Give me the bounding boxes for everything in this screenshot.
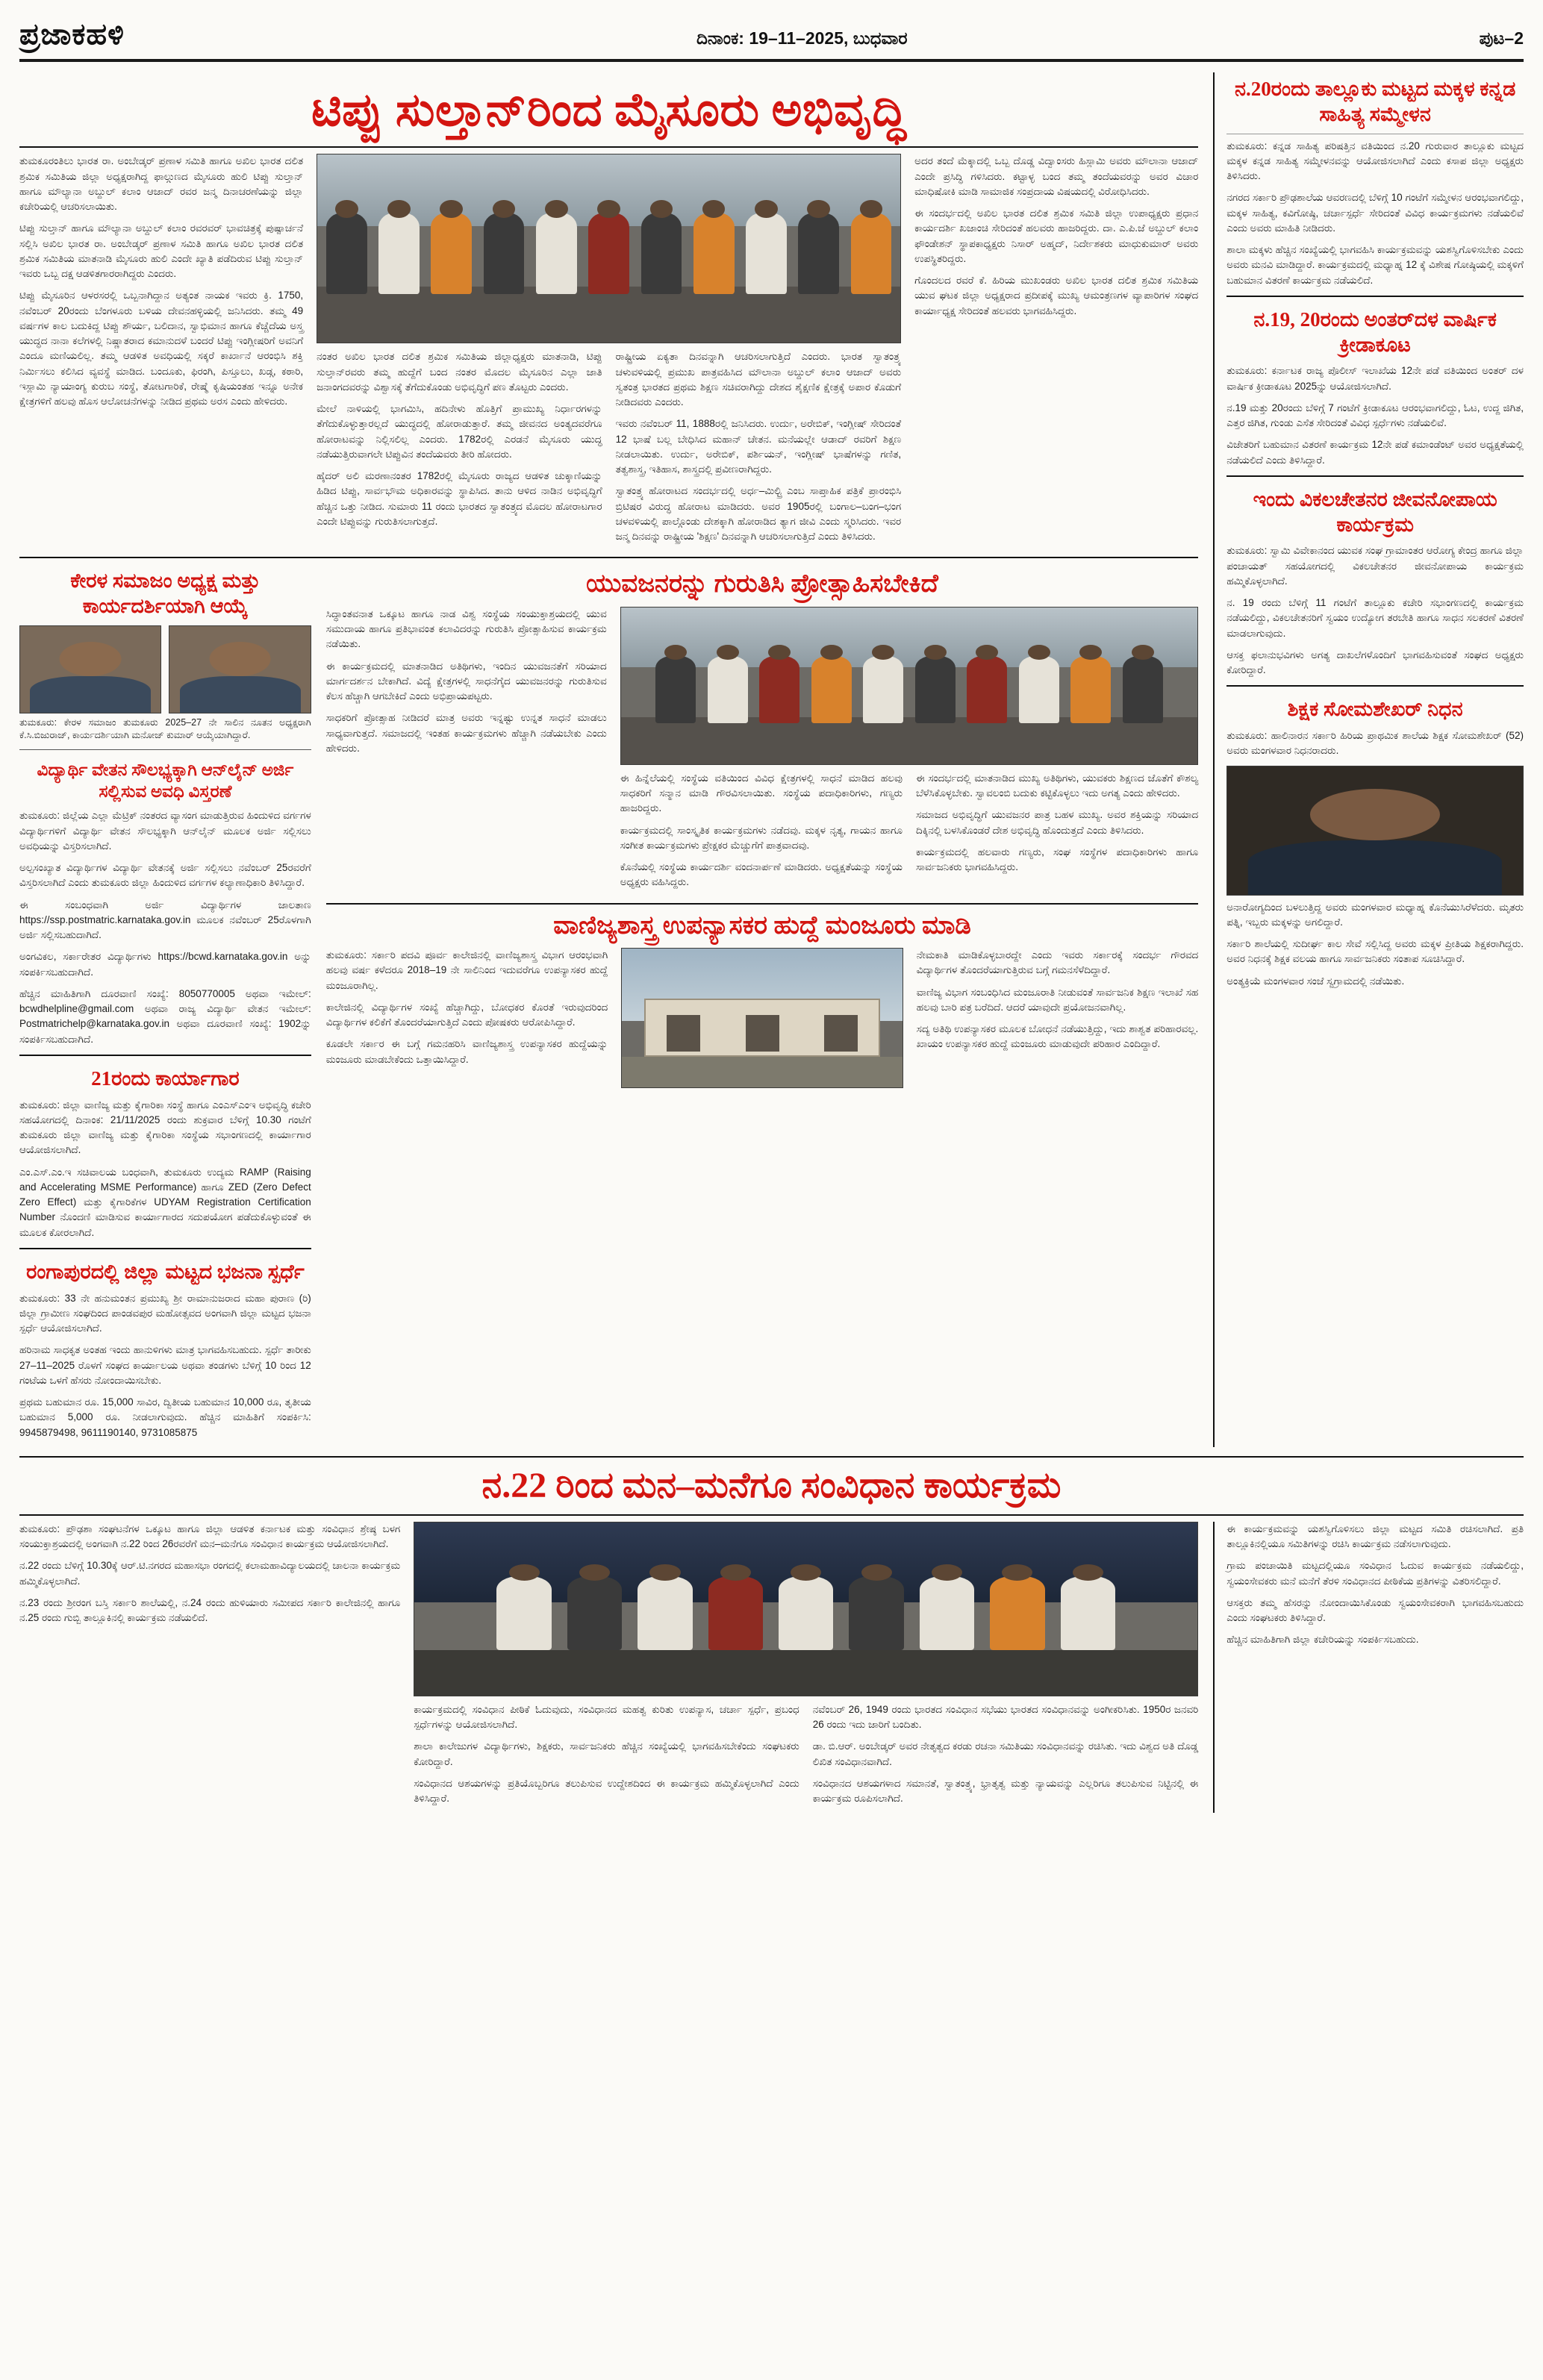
divider	[19, 557, 1198, 558]
issue-date: ದಿನಾಂಕ: 19–11–2025, ಬುಧವಾರ	[696, 28, 908, 48]
page-title: ಟಿಪ್ಪು ಸುಲ್ತಾನ್‌ರಿಂದ ಮೈಸೂರು ಅಭಿವೃದ್ಧಿ	[311, 85, 907, 136]
constitution-col-3: ನವೆಂಬರ್ 26, 1949 ರಂದು ಭಾರತದ ಸಂವಿಧಾನ ಸಭೆಯು ಭಾರತದ ಸಂವಿಧಾನವನ್ನು ಅಂಗೀಕರಿಸಿತು. 1950ರ ಜನವರಿ 26 ರಂದು ಇದು ಜಾರಿಗೆ ಬಂದಿತು. ಡಾ. ಬಿ.ಆರ್. ಅಂಬೇಡ್ಕರ್ ಅವರ ನೇತೃತ್ವದ ಕರಡು ರಚನಾ ಸಮಿತಿಯು ಸಂವಿಧಾನವನ್ನು ರಚಿಸಿತು. ಇದು ವಿಶ್ವದ ಅತಿ ದೊಡ್ಡ ಲಿಖಿತ ಸಂವಿಧಾನವಾಗಿದೆ. ಸಂವಿಧಾನದ ಆಶಯಗಳಾದ ಸಮಾನತೆ, ಸ್ವಾತಂತ್ರ್ಯ, ಭ್ರಾತೃತ್ವ ಮತ್ತು ನ್ಯಾಯವನ್ನು ಎಲ್ಲರಿಗೂ ತಲುಪಿಸುವ ನಿಟ್ಟಿನಲ್ಲಿ ಈ ಕಾರ್ಯಕ್ರಮ ರೂಪಿಸಲಾಗಿದೆ.	[812, 1703, 1199, 1805]
constitution-photo-col	[414, 1522, 1198, 1814]
lecturer-col-1: ತುಮಕೂರು: ಸರ್ಕಾರಿ ಪದವಿ ಪೂರ್ವ ಕಾಲೇಜಿನಲ್ಲಿ ವಾಣಿಜ್ಯಶಾಸ್ತ್ರ ವಿಭಾಗ ಆರಂಭವಾಗಿ ಹಲವು ವರ್ಷ ಕಳೆದರೂ 2018–19 ನೇ ಸಾಲಿನಿಂದ ಇದುವರೆಗೂ ಉಪನ್ಯಾಸಕರ ಹುದ್ದೆ ಮಂಜೂರಾಗಿಲ್ಲ. ಕಾಲೇಜಿನಲ್ಲಿ ವಿದ್ಯಾರ್ಥಿಗಳ ಸಂಖ್ಯೆ ಹೆಚ್ಚಾಗಿದ್ದು, ಬೋಧಕರ ಕೊರತೆ ಇರುವುದರಿಂದ ವಿದ್ಯಾರ್ಥಿಗಳ ಕಲಿಕೆಗೆ ತೊಂದರೆಯಾಗುತ್ತಿದೆ ಎಂದು ಪೋಷಕರು ಆರೋಪಿಸಿದ್ದಾರೆ. ಕೂಡಲೇ ಸರ್ಕಾರ ಈ ಬಗ್ಗೆ ಗಮನಹರಿಸಿ ವಾಣಿಜ್ಯಶಾಸ್ತ್ರ ಉಪನ್ಯಾಸಕರ ಹುದ್ದೆಯನ್ನು ಮಂಜೂರು ಮಾಡಬೇಕೆಂದು ಒತ್ತಾಯಿಸಿದ್ದಾರೆ.	[325, 949, 608, 1065]
ranga-heading: ರಂಗಾಪುರದಲ್ಲಿ ಜಿಲ್ಲಾ ಮಟ್ಟದ ಭಜನಾ ಸ್ಪರ್ಧೆ	[26, 1260, 305, 1283]
kerala-caption: ತುಮಕೂರು: ಕೇರಳ ಸಮಾಜಂ ತುಮಕೂರು 2025–27 ನೇ ಸಾಲಿನ ನೂತನ ಅಧ್ಯಕ್ಷರಾಗಿ ಕೆ.ಸಿ.ಬಿಜುರಾಜ್, ಕಾರ್ಯದರ್ಶಿಯಾಗಿ ಮನೋಜ್ ಕುಮಾರ್ ಆಯ್ಕೆಯಾಗಿದ್ದಾರೆ.	[19, 716, 311, 741]
kerala-story	[19, 569, 311, 743]
youth-photo	[620, 607, 1199, 765]
lead-col-1: ತುಮಕೂರಂತಿಲು ಭಾರತ ರಾ. ಅಂಬೇಡ್ಕರ್ ಪ್ರಣಾಳ ಸಮಿತಿ ಹಾಗೂ ಅಖಿಲ ಭಾರತ ದಲಿತ ಶ್ರಮಿಕ ಸಮಿತಿಯ ಜಿಲ್ಲಾ ಅಧ್ಯಕ್ಷರಾಗಿದ್ದ ಫಾಲ್ಗುಣ‌ದ ಮೈಸೂರು ಹುಲಿ ಟಿಪ್ಪು ಸುಲ್ತಾನ್ ಹಾಗೂ ಮೌಲ್ಯಾನಾ ಅಬ್ದುಲ್ ಕಲಾಂ ಆಜಾದ್ ರವರ ಜನ್ಮ ದಿನಾಚರಣೆಯನ್ನು ಜಿಲ್ಲಾ ಕಚೇರಿಯಲ್ಲಿ ಆಚರಿಸಲಾಯಿತು. ಟಿಪ್ಪು ಸುಲ್ತಾನ್ ಹಾಗೂ ಮೌಲ್ಯಾನಾ ಅಬ್ದುಲ್ ಕಲಾಂ ರವರವರ್ ಭಾವಚಿತ್ರಕ್ಕೆ ಪುಷ್ಪಾರ್ಚನೆ ಸಲ್ಲಿಸಿ ಅಖಿಲ ಭಾರತ ರಾ. ಅಂಬೇಡ್ಕರ್ ಪ್ರಣಾಳ ಸಮಿತಿ ಹಾಗೂ ಅಖಿಲ ಭಾರತ ದಲಿತ ಶ್ರಮಿಕ ಸಮಿತಿಯ ಮಾತನಾಡಿ ಮೈಸೂರು ಹುಲಿ ಎಂದೇ ಖ್ಯಾತಿ ಪಡೆದಿರುವ ಟಿಪ್ಪು ಸುಲ್ತಾನ್ ಇವರು ಒಬ್ಬ ದಕ್ಷ ಆಡಳಿತಗಾರರಾಗಿದ್ದರು ಎಂದರು. ಟಿಪ್ಪು ಮೈಸೂರಿನ ಆಳರಸರಲ್ಲಿ ಒಬ್ಬನಾಗಿದ್ದಾನ ಅತ್ಯಂತ ನಾಯಕ ಇವರು ಕ್ರಿ. 1750, ನವೆಂಬರ್ 20ರಂದು ಬೆಂಗಳೂರು ಬಳಿಯ ದೇವನಹಳ್ಳಿಯಲ್ಲಿ ಜನಿಸಿದರು. ತಮ್ಮ 49 ವರ್ಷಗಳ ಕಾಲ ಬದುಕಿದ್ದ ಟಿಪ್ಪು ಶೌರ್ಯ, ಬಲಿದಾನ, ಸ್ವಾಭಿಮಾನ ಹಾಗೂ ಕೆಚ್ಚೆದೆಯ ಅಸ್ತ್ರ ಯುದ್ಧದ ನಾನಾ ಕಲೆಗಳಲ್ಲಿ ನಿಷ್ಣಾತರಾದ ಕಮಾನುದಳೆ ಬಂದರೆ ಟಿಪ್ಪು ಇಂಗ್ಲೀಷರಿಗೆ ಅವನಿಗೆ ಎಂದೂ ಮಣಿಯಲಿಲ್ಲ. ತಮ್ಮ ಆಡಳಿತ ಅವಧಿಯಲ್ಲಿ ಸಕ್ಕರೆ ಕಾರ್ಖಾನೆ ಆರಂಭಿಸಿ ಶಕ್ತಿ ನಿರ್ಮಿಸಲು ಕಲಿಸಿದ ವ್ಯವಸ್ಥೆ ಮಾಡಿದ. ಬಂದೂಕು, ಫಿರಂಗಿ, ಪಿಸ್ತೂಲು, ಖಡ್ಗ, ಕಠಾರಿ, ಇಸ್ಲಾಮಿ ನ್ಯಾಯಾಂಗ್ಯ ಕುರುಬ ಸಂಸ್ಥೆ, ತೋಟಗಾರಿಕೆ, ರೇಷ್ಮೆ ಕೃಷಿಯಂತಹ ಇನ್ನೂ ಅನೇಕ ಕ್ಷೇತ್ರಗಳಿಗೆ ಹಲವು ಹೊಸ ಆಲೋಚನೆಗಳನ್ನು ನೀಡಿದ ಪ್ರಥಮ ಅರಸ ಎಂದು ಹೇಳಿದರು.	[19, 155, 304, 407]
lead-col-2: ನಂತರ ಅಖಿಲ ಭಾರತ ದಲಿತ ಶ್ರಮಿಕ ಸಮಿತಿಯ ಜಿಲ್ಲಾಧ್ಯಕ್ಷರು ಮಾತನಾಡಿ, ಟಿಪ್ಪು ಸುಲ್ತಾನ್‌ರವರು ತಮ್ಮ ಹುದ್ದೆಗೆ ಬಂದ ನಂತರ ಮೊದಲ ಮೈಸೂರಿನ ಎಲ್ಲಾ ಜಾತಿ ಜನಾಂಗದವರನ್ನು ವಿಶ್ವಾಸಕ್ಕೆ ತೆಗೆದುಕೊಂಡು ಅಭಿವೃದ್ಧಿಗೆ ಪಣ ತೊಟ್ಟರು ಎಂದರು. ಮೇಲೆ ನಾಳಿಯಲ್ಲಿ ಭಾಗಮಿಸಿ, ಹದಿನೇಳು ಹೊತ್ತಿಗೆ ಪ್ರಾಮುಖ್ಯ ನಿರ್ಧಾರಗಳನ್ನು ತೆಗೆದುಕೊಳ್ಳುತ್ತಾರಲ್ಲದೆ ಯುದ್ಧದಲ್ಲಿ ಹೋರಾಡುತ್ತಾರೆ. ತಮ್ಮ ಜೀವನದ ಅಂತ್ಯದವರೆಗೂ ಹೋರಾಟವನ್ನು ನಿಲ್ಲಿಸಲಿಲ್ಲ ಎಂದರು. 1782ರಲ್ಲಿ ಎರಡನೆ ಮೈಸೂರು ಯುದ್ಧ ನಡೆಯುತ್ತಿರುವಾಗಲೇ ಟಿಪ್ಪುವಿನ ತಂದೆಯವರು ತೀರಿ ಹೋದರು. ಹೈದರ್ ಅಲಿ ಮರಣಾನಂತರ 1782ರಲ್ಲಿ ಮೈಸೂರು ರಾಜ್ಯದ ಆಡಳಿತ ಚುಕ್ಕಾಣಿಯನ್ನು ಹಿಡಿದ ಟಿಪ್ಪು, ಸಾರ್ವಭೌಮ ಅಧಿಕಾರವನ್ನು ಸ್ಥಾಪಿಸಿದ. ತಾನು ಆಳಿದ ನಾಡಿನ ಅಭಿವೃದ್ಧಿಗೆ ಹೆಚ್ಚಿನ ಒತ್ತು ನೀಡಿದ. ಸುಮಾರು 11 ರಂದು ಭಾರತದ ಸ್ವಾತಂತ್ರ್ಯದ ಮೊದಲ ಹೋರಾಟಗಾರ ಎಂದೇ ಟಿಪ್ಪುವನ್ನು ಗುರುತಿಸಲಾಗುತ್ತದೆ.	[317, 351, 602, 527]
right-second-story: ನ.19, 20ರಂದು ಅಂತರ್‌ದಳ ವಾರ್ಷಿಕ ಕ್ರೀಡಾಕೂಟ ತುಮಕೂರು: ಕರ್ನಾಟಕ ರಾಜ್ಯ ಪೊಲೀಸ್ ಇಲಾಖೆಯ 12ನೇ ಪಡೆ ವತಿಯಿಂದ ಅಂತರ್ ದಳ ವಾರ್ಷಿಕ ಕ್ರೀಡಾಕೂಟ 2025ನ್ನು ಆಯೋಜಿಸಲಾಗಿದೆ. ನ.19 ಮತ್ತು 20ರಂದು ಬೆಳಿಗ್ಗೆ 7 ಗಂಟೆಗೆ ಕ್ರೀಡಾಕೂಟ ಆರಂಭವಾಗಲಿದ್ದು, ಓಟ, ಉದ್ದ ಜಿಗಿತ, ಎತ್ತರ ಜಿಗಿತ, ಗುಂಡು ಎಸೆತ ಸೇರಿದಂತೆ ವಿವಿಧ ಸ್ಪರ್ಧೆಗಳು ನಡೆಯಲಿವೆ. ವಿಜೇತರಿಗೆ ಬಹುಮಾನ ವಿತರಣೆ ಕಾರ್ಯಕ್ರಮ 12ನೇ ಪಡೆ ಕಮಾಂಡೆಂಟ್ ಅವರ ಅಧ್ಯಕ್ಷತೆಯಲ್ಲಿ ನಡೆಯಲಿದೆ ಎಂದು ತಿಳಿಸಿದ್ದಾರೆ.	[1226, 296, 1524, 468]
right-third-story: ಇಂದು ವಿಕಲಚೇತನರ ಜೀವನೋಪಾಯ ಕಾರ್ಯಕ್ರಮ ತುಮಕೂರು: ಸ್ವಾಮಿ ವಿವೇಕಾನಂದ ಯುವಕ ಸಂಘ ಗ್ರಾಮಾಂತರ ಆರೋಗ್ಯ ಕೇಂದ್ರ ಹಾಗೂ ಜಿಲ್ಲಾ ಪಂಚಾಯತ್ ಸಹಯೋಗದಲ್ಲಿ ವಿಕಲಚೇತನರ ಜೀವನೋಪಾಯ ಕಾರ್ಯಕ್ರಮ ಹಮ್ಮಿಕೊಳ್ಳಲಾಗಿದೆ. ನ. 19 ರಂದು ಬೆಳಿಗ್ಗೆ 11 ಗಂಟೆಗೆ ತಾಲ್ಲೂಕು ಕಚೇರಿ ಸಭಾಂಗಣದಲ್ಲಿ ಕಾರ್ಯಕ್ರಮ ನಡೆಯಲಿದ್ದು, ವಿಕಲಚೇತನರಿಗೆ ಸ್ವಯಂ ಉದ್ಯೋಗ ತರಬೇತಿ ಹಾಗೂ ಸಾಧನ ಸಲಕರಣೆ ವಿತರಣೆ ಮಾಡಲಾಗುವುದು. ಆಸಕ್ತ ಫಲಾನುಭವಿಗಳು ಅಗತ್ಯ ದಾಖಲೆಗಳೊಂದಿಗೆ ಭಾಗವಹಿಸುವಂತೆ ಸಂಘದ ಅಧ್ಯಕ್ಷರು ಕೋರಿದ್ದಾರೆ.	[1226, 475, 1524, 678]
lead-story	[19, 154, 1198, 551]
divider	[326, 903, 1198, 905]
lead-photo	[317, 154, 901, 343]
portrait-secretary	[169, 625, 311, 713]
youth-heading: ಯುವಜನರನ್ನು ಗುರುತಿಸಿ ಪ್ರೋತ್ಸಾಹಿಸಬೇಕಿದೆ	[586, 570, 938, 599]
youth-col-2: ಈ ಹಿನ್ನೆಲೆಯಲ್ಲಿ ಸಂಸ್ಥೆಯ ವತಿಯಿಂದ ವಿವಿಧ ಕ್ಷೇತ್ರಗಳಲ್ಲಿ ಸಾಧನೆ ಮಾಡಿದ ಹಲವು ಸಾಧಕರಿಗೆ ಸನ್ಮಾನ ಮಾಡಿ ಗೌರವಿಸಲಾಯಿತು. ಸಂಸ್ಥೆಯ ಪದಾಧಿಕಾರಿಗಳು, ಗಣ್ಯರು ಹಾಜರಿದ್ದರು. ಕಾರ್ಯಕ್ರಮದಲ್ಲಿ ಸಾಂಸ್ಕೃತಿಕ ಕಾರ್ಯಕ್ರಮಗಳು ನಡೆದವು. ಮಕ್ಕಳ ನೃತ್ಯ, ಗಾಯನ ಹಾಗೂ ಸಂಗೀತ ಕಾರ್ಯಕ್ರಮಗಳು ಪ್ರೇಕ್ಷಕರ ಮೆಚ್ಚುಗೆಗೆ ಪಾತ್ರವಾದವು. ಕೊನೆಯಲ್ಲಿ ಸಂಸ್ಥೆಯ ಕಾರ್ಯದರ್ಶಿ ವಂದನಾರ್ಪಣೆ ಮಾಡಿದರು. ಅಧ್ಯಕ್ಷತೆಯನ್ನು ಸಂಸ್ಥೆಯ ಅಧ್ಯಕ್ಷರು ವಹಿಸಿದ್ದರು.	[620, 772, 903, 888]
ranga-story: ರಂಗಾಪುರದಲ್ಲಿ ಜಿಲ್ಲಾ ಮಟ್ಟದ ಭಜನಾ ಸ್ಪರ್ಧೆ ತುಮಕೂರು: 33 ನೇ ಹನುಮಂತನ ಪ್ರಮುಖ್ಯ ಶ್ರೀ ರಾಮಾನುಜರಾದ ಮಹಾ ಪುರಾಣ (ರಿ) ಜಿಲ್ಲಾ ಗ್ರಾಮೀಣ ಸಂಘದಿಂದ ಪಾಂಡವಪುರ ಮಹೋತ್ಸವದ ಅಂಗವಾಗಿ ಜಿಲ್ಲಾ ಮಟ್ಟದ ಭಜನಾ ಸ್ಪರ್ಧೆ ಆಯೋಜಿಸಲಾಗಿದೆ. ಹರಿನಾಮ ಸಾಧಕೃತ ಅಂತಹ ಇಂದು ಹಾನುಳಿಗಳು ಮಾತ್ರ ಭಾಗವಹಿಸಬಹುದು. ಸ್ಪರ್ಧೆ ತಾರೀಕು 27–11–2025 ರೊಳಗೆ ಸಂಘದ ಕಾರ್ಯಾಲಯ ಅಥವಾ ತಂಡಗಳು ಬೆಳಿಗ್ಗೆ 10 ರಿಂದ 12 ಗಂಟೆಯ ಒಳಗೆ ಹೆಸರು ನೋಂದಾಯಿಸಬೇಕು. ಪ್ರಥಮ ಬಹುಮಾನ ರೂ. 15,000 ಸಾವಿರ, ದ್ವಿತೀಯ ಬಹುಮಾನ 10,000 ರೂ, ತೃತೀಯ ಬಹುಮಾನ 5,000 ರೂ. ನೀಡಲಾಗುವುದು. ಹೆಚ್ಚಿನ ಮಾಹಿತಿಗೆ ಸಂಪರ್ಕಿಸಿ: 9945879498, 9611190140, 9731085875	[19, 1248, 311, 1440]
constitution-story	[19, 1522, 1198, 1814]
constitution-col-2: ಕಾರ್ಯಕ್ರಮದಲ್ಲಿ ಸಂವಿಧಾನ ಪೀಠಿಕೆ ಓದುವುದು, ಸಂವಿಧಾನದ ಮಹತ್ವ ಕುರಿತು ಉಪನ್ಯಾಸ, ಚರ್ಚಾ ಸ್ಪರ್ಧೆ, ಪ್ರಬಂಧ ಸ್ಪರ್ಧೆಗಳನ್ನು ಆಯೋಜಿಸಲಾಗಿದೆ. ಶಾಲಾ ಕಾಲೇಜುಗಳ ವಿದ್ಯಾರ್ಥಿಗಳು, ಶಿಕ್ಷಕರು, ಸಾರ್ವಜನಿಕರು ಹೆಚ್ಚಿನ ಸಂಖ್ಯೆಯಲ್ಲಿ ಭಾಗವಹಿಸಬೇಕೆಂದು ಸಂಘಟಕರು ಕೋರಿದ್ದಾರೆ. ಸಂವಿಧಾನದ ಆಶಯಗಳನ್ನು ಪ್ರತಿಯೊಬ್ಬರಿಗೂ ತಲುಪಿಸುವ ಉದ್ದೇಶದಿಂದ ಈ ಕಾರ್ಯಕ್ರಮ ಹಮ್ಮಿಕೊಳ್ಳಲಾಗಿದೆ ಎಂದು ತಿಳಿಸಿದ್ದಾರೆ.	[414, 1703, 799, 1805]
workshop-story: 21ರಂದು ಕಾರ್ಯಾಗಾರ ತುಮಕೂರು: ಜಿಲ್ಲಾ ವಾಣಿಜ್ಯ ಮತ್ತು ಕೈಗಾರಿಕಾ ಸಂಸ್ಥೆ ಹಾಗೂ ಎಂಎಸ್ಎಂಇ ಅಭಿವೃದ್ಧಿ ಕಚೇರಿ ಸಹಯೋಗದಲ್ಲಿ ದಿನಾಂಕ: 21/11/2025 ರಂದು ಶುಕ್ರವಾರ ಬೆಳಿಗ್ಗೆ 10.30 ಗಂಟೆಗೆ ತುಮಕೂರು ಜಿಲ್ಲಾ ವಾಣಿಜ್ಯ ಮತ್ತು ಕೈಗಾರಿಕಾ ಸಂಸ್ಥೆಯ ಸಭಾಂಗಣದಲ್ಲಿ ಕಾರ್ಯಾಗಾರ ಆಯೋಜಿಸಲಾಗಿದೆ. ಎಂ.ಎಸ್.ಎಂ.ಇ ಸಚಿವಾಲಯ ಬಂಧವಾಗಿ, ತುಮಕೂರು ಉದ್ಯಮ RAMP (Raising and Accelerating MSME Performance) ಹಾಗೂ ZED (Zero Defect Zero Effect) ಮತ್ತು ಕೈಗಾರಿಕೆಗಳ UDYAM Registration Certification Number ನೊಂದಣಿ ಮಾಡಿಸುವ ಕಾರ್ಯಾಗಾರದ ಸದುಪಯೋಗ ಪಡೆದುಕೊಳ್ಳುವಂತೆ ಈ ಮೂಲಕ ಕೋರಲಾಗಿದೆ.	[19, 1055, 311, 1240]
right-top-heading: ನ.20ರಂದು ತಾಲ್ಲೂಕು ಮಟ್ಟದ ಮಕ್ಕಳ ಕನ್ನಡ ಸಾಹಿತ್ಯ ಸಮ್ಮೇಳನ	[1234, 78, 1516, 125]
lead-col-3: ರಾಷ್ಟ್ರೀಯ ಏಕ್ಯತಾ ದಿನವನ್ನಾಗಿ ಆಚರಿಸಲಾಗುತ್ತಿದೆ ಎಂದರು. ಭಾರತ ಸ್ವಾತಂತ್ರ್ಯ ಚಳುವಳಿಯಲ್ಲಿ ಪ್ರಮುಖ ಪಾತ್ರವಹಿಸಿದ ಮೌಲಾನಾ ಅಬ್ದುಲ್ ಕಲಾಂ ಆಜಾದ್ ಅವರು ಸ್ವತಂತ್ರ ಭಾರತದ ಪ್ರಥಮ ಶಿಕ್ಷಣ ಸಚಿವರಾಗಿದ್ದು ದೇಶದ ಶೈಕ್ಷಣಿಕ ಕ್ಷೇತ್ರಕ್ಕೆ ಅಪಾರ ಕೊಡುಗೆ ನೀಡಿದವರು ಎಂದರು. ಇವರು ನವೆಂಬರ್ 11, 1888ರಲ್ಲಿ ಜನಿಸಿದರು. ಉರ್ದು, ಅರೇಬಿಕ್, ಇಂಗ್ಲೀಷ್ ಸೇರಿದಂತೆ 12 ಭಾಷೆ ಬಲ್ಲ ಬೇಧಿಸಿದ ಮಹಾನ್ ಚೇತನ. ಮನೆಯಲ್ಲೇ ಆಡಾದ್ ರವರಿಗೆ ಶಿಕ್ಷಣ ನೀಡಲಾಯಿತು. ಉರ್ದು, ಅರೇಬಿಕ್, ಪರ್ಶಿಯನ್, ಇಂಗ್ಲೀಷ್ ಭಾಷೆಗಳನ್ನು ಗಣಿತ, ತತ್ವಶಾಸ್ತ್ರ, ಇತಿಹಾಸ, ಶಾಸ್ತ್ರದಲ್ಲಿ ಪ್ರವೀಣರಾಗಿದ್ದರು. ಸ್ವಾತಂತ್ರ್ಯ ಹೋರಾಟದ ಸಂದರ್ಭದಲ್ಲಿ ಅರ್ಧ–ಮಿಲ್ಟ್ರಿ ಎಂಬ ಸಾಪ್ತಾಹಿಕ ಪತ್ರಿಕೆ ಪ್ರಾರಂಭಿಸಿ ಬ್ರಿಟಿಷರ ವಿರುದ್ಧ ಹೋರಾಟ ಮಾಡಿದರು. ಅವರ 1905ರಲ್ಲಿ ಬಂಗಾಲ–ಬಂಗ–ಭಂಗ ಚಳವಳಿಯಲ್ಲಿ ಪಾಲ್ಗೊಂಡು ದೇಶಕ್ಕಾಗಿ ಹೋರಾಡಿದ ತ್ಯಾಗ ಜೀವಿ ಎಂದು ಸ್ಮರಿಸಿದರು. ಇವರ ಜನ್ಮ ದಿನವನ್ನು ರಾಷ್ಟ್ರೀಯ 'ಶಿಕ್ಷಣ' ದಿನವನ್ನಾಗಿ ಆಚರಿಸಲಾಗುತ್ತಿದೆ ಎಂದು ತಿಳಿಸಿದರು.	[615, 351, 902, 543]
lecturer-col-2: ನೇಮಕಾತಿ ಮಾಡಿಕೊಳ್ಳಬಾರದ್ದೇ ಎಂದು ಇವರು ಸರ್ಕಾರಕ್ಕೆ ಸಂದರ್ಭ ಗೌರವದ ವಿದ್ಯಾರ್ಥಿಗಳ ತೊಂದರೆಯಾಗುತ್ತಿರುವ ಬಗ್ಗೆ ಗಮನಸೆಳೆದಿದ್ದಾರೆ. ವಾಣಿಜ್ಯ ವಿಭಾಗ ಸಂಬಂಧಿಸಿದ ಮಂಜೂರಾತಿ ನೀಡುವಂತೆ ಸಾರ್ವಜನಿಕ ಶಿಕ್ಷಣ ಇಲಾಖೆ ಸಹ ಹಲವು ಬಾರಿ ಪತ್ರ ಬರೆದಿದೆ. ಆದರೆ ಯಾವುದೇ ಪ್ರಯೋಜನವಾಗಿಲ್ಲ. ಸದ್ಯ ಅತಿಥಿ ಉಪನ್ಯಾಸಕರ ಮೂಲಕ ಬೋಧನೆ ನಡೆಯುತ್ತಿದ್ದು, ಇದು ಶಾಶ್ವತ ಪರಿಹಾರವಲ್ಲ. ಖಾಯಂ ಉಪನ್ಯಾಸಕರ ಹುದ್ದೆ ಮಂಜೂರು ಮಾಡುವುದೇ ಪರಿಹಾರ ಎಂದಿದ್ದಾರೆ.	[916, 949, 1199, 1050]
youth-story	[326, 569, 1198, 896]
constitution-right-col: ಈ ಕಾರ್ಯಕ್ರಮವನ್ನು ಯಶಸ್ವಿಗೊಳಿಸಲು ಜಿಲ್ಲಾ ಮಟ್ಟದ ಸಮಿತಿ ರಚಿಸಲಾಗಿದೆ. ಪ್ರತಿ ತಾಲ್ಲೂಕಿನಲ್ಲಿಯೂ ಸಮಿತಿಗಳನ್ನು ರಚಿಸಿ ಕಾರ್ಯಕ್ರಮ ನಡೆಸಲಾಗುವುದು. ಗ್ರಾಮ ಪಂಚಾಯಿತಿ ಮಟ್ಟದಲ್ಲಿಯೂ ಸಂವಿಧಾನ ಓದುವ ಕಾರ್ಯಕ್ರಮ ನಡೆಯಲಿದ್ದು, ಸ್ವಯಂಸೇವಕರು ಮನೆ ಮನೆಗೆ ತೆರಳಿ ಸಂವಿಧಾನದ ಪೀಠಿಕೆಯ ಪ್ರತಿಗಳನ್ನು ವಿತರಿಸಲಿದ್ದಾರೆ. ಆಸಕ್ತರು ತಮ್ಮ ಹೆಸರನ್ನು ನೋಂದಾಯಿಸಿಕೊಂಡು ಸ್ವಯಂಸೇವಕರಾಗಿ ಭಾಗವಹಿಸಬಹುದು ಎಂದು ಸಂಘಟಕರು ತಿಳಿಸಿದ್ದಾರೆ. ಹೆಚ್ಚಿನ ಮಾಹಿತಿಗಾಗಿ ಜಿಲ್ಲಾ ಕಚೇರಿಯನ್ನು ಸಂಪರ್ಕಿಸಬಹುದು.	[1213, 1522, 1524, 1814]
obituary-heading: ಶಿಕ್ಷಕ ಸೋಮಶೇಖರ್ ನಿಧನ	[1287, 698, 1463, 721]
portrait-president	[19, 625, 161, 713]
kerala-heading: ಕೇರಳ ಸಮಾಜಂ ಅಧ್ಯಕ್ಷ ಮತ್ತು ಕಾರ್ಯದರ್ಶಿಯಾಗಿ ಆಯ್ಕೆ	[70, 569, 261, 618]
youth-photo-col	[620, 607, 1199, 897]
school-building-photo	[621, 948, 903, 1088]
divider	[19, 1514, 1524, 1516]
youth-col-3: ಈ ಸಂದರ್ಭದಲ್ಲಿ ಮಾತನಾಡಿದ ಮುಖ್ಯ ಅತಿಥಿಗಳು, ಯುವಕರು ಶಿಕ್ಷಣದ ಜೊತೆಗೆ ಕೌಶಲ್ಯ ಬೆಳೆಸಿಕೊಳ್ಳಬೇಕು. ಸ್ವಾವಲಂಬಿ ಬದುಕು ಕಟ್ಟಿಕೊಳ್ಳಲು ಇದು ಅಗತ್ಯ ಎಂದು ಹೇಳಿದರು. ಸಮಾಜದ ಅಭಿವೃದ್ಧಿಗೆ ಯುವಜನರ ಪಾತ್ರ ಬಹಳ ಮುಖ್ಯ. ಅವರ ಶಕ್ತಿಯನ್ನು ಸರಿಯಾದ ದಿಕ್ಕಿನಲ್ಲಿ ಬಳಸಿಕೊಂಡರೆ ದೇಶ ಅಭಿವೃದ್ಧಿ ಹೊಂದುತ್ತದೆ ಎಂದು ತಿಳಿಸಿದರು. ಕಾರ್ಯಕ್ರಮದಲ್ಲಿ ಹಲವಾರು ಗಣ್ಯರು, ಸಂಘ ಸಂಸ್ಥೆಗಳ ಪದಾಧಿಕಾರಿಗಳು ಹಾಗೂ ಸಾರ್ವಜನಿಕರು ಭಾಗವಹಿಸಿದ್ದರು.	[916, 772, 1199, 873]
masthead	[19, 16, 1524, 62]
scholarship-heading: ವಿದ್ಯಾರ್ಥಿ ವೇತನ ಸೌಲಭ್ಯಕ್ಕಾಗಿ ಆನ್‌ಲೈನ್ ಅರ್ಜಿ ಸಲ್ಲಿಸುವ ಅವಧಿ ವಿಸ್ತರಣೆ	[37, 760, 294, 801]
youth-col-1: ಸಿದ್ಧಾಂತವನಾತ ಒಕ್ಕೂಟ ಹಾಗೂ ನಾಡ ವಿಶ್ವ ಸಂಸ್ಥೆಯ ಸಂಯುಕ್ತಾಶ್ರಯದಲ್ಲಿ ಯುವ ಸಮುದಾಯ ಹಾಗೂ ಪ್ರತಿಭಾವಂತ ಕಲಾವಿದರನ್ನು ಗುರುತಿಸಿ ಪ್ರೋತ್ಸಾಹಿಸುವ ಕಾರ್ಯಕ್ರಮ ನಡೆಯಿತು. ಈ ಕಾರ್ಯಕ್ರಮದಲ್ಲಿ ಮಾತನಾಡಿದ ಅತಿಥಿಗಳು, ಇಂದಿನ ಯುವಜನತೆಗೆ ಸರಿಯಾದ ಮಾರ್ಗದರ್ಶನ ಬೇಕಾಗಿದೆ. ವಿದ್ಯೆ ಕ್ಷೇತ್ರಗಳಲ್ಲಿ ಸಾಧನೆಗೈದ ಯುವಜನರನ್ನು ಗುರುತಿಸುವ ಕೆಲಸ ಹೆಚ್ಚಾಗಿ ಆಗಬೇಕಿದೆ ಎಂದು ಅಭಿಪ್ರಾಯಪಟ್ಟರು. ಸಾಧಕರಿಗೆ ಪ್ರೋತ್ಸಾಹ ನೀಡಿದರೆ ಮಾತ್ರ ಅವರು ಇನ್ನಷ್ಟು ಉನ್ನತ ಸಾಧನೆ ಮಾಡಲು ಸಾಧ್ಯವಾಗುತ್ತದೆ. ಸಮಾಜದಲ್ಲಿ ಇಂತಹ ಕಾರ್ಯಕ್ರಮಗಳು ಹೆಚ್ಚಾಗಿ ನಡೆಯಬೇಕು ಎಂದು ಹೇಳಿದರು.	[325, 608, 607, 754]
obituary-portrait	[1226, 766, 1524, 896]
newspaper-title: ಪ್ರಜಾಕಹಳಿ	[19, 17, 125, 51]
obituary-story: ಶಿಕ್ಷಕ ಸೋಮಶೇಖರ್ ನಿಧನ ತುಮಕೂರು: ಹಾಲಿನಾರನ ಸರ್ಕಾರಿ ಹಿರಿಯ ಪ್ರಾಥಮಿಕ ಶಾಲೆಯ ಶಿಕ್ಷಕ ಸೋಮಶೇಖರ್ (52) ಅವರು ಮಂಗಳವಾರ ನಿಧನರಾದರು. ಅನಾರೋಗ್ಯದಿಂದ ಬಳಲುತ್ತಿದ್ದ ಅವರು ಮಂಗಳವಾರ ಮಧ್ಯಾಹ್ನ ಕೊನೆಯುಸಿರೆಳೆದರು. ಮೃತರು ಪತ್ನಿ, ಇಬ್ಬರು ಮಕ್ಕಳನ್ನು ಅಗಲಿದ್ದಾರೆ. ಸರ್ಕಾರಿ ಶಾಲೆಯಲ್ಲಿ ಸುದೀರ್ಘ ಕಾಲ ಸೇವೆ ಸಲ್ಲಿಸಿದ್ದ ಅವರು ಮಕ್ಕಳ ಪ್ರೀತಿಯ ಶಿಕ್ಷಕರಾಗಿದ್ದರು. ಅವರ ನಿಧನಕ್ಕೆ ಶಿಕ್ಷಕ ವಲಯ ಹಾಗೂ ಸಾರ್ವಜನಿಕರು ಸಂತಾಪ ಸೂಚಿಸಿದ್ದಾರೆ. ಅಂತ್ಯಕ್ರಿಯೆ ಮಂಗಳವಾರ ಸಂಜೆ ಸ್ವಗ್ರಾಮದಲ್ಲಿ ನಡೆಯಿತು.	[1226, 685, 1524, 989]
page-number: ಪುಟ–2	[1479, 28, 1524, 48]
right-top-story: ನ.20ರಂದು ತಾಲ್ಲೂಕು ಮಟ್ಟದ ಮಕ್ಕಳ ಕನ್ನಡ ಸಾಹಿತ್ಯ ಸಮ್ಮೇಳನ ತುಮಕೂರು: ಕನ್ನಡ ಸಾಹಿತ್ಯ ಪರಿಷತ್ತಿನ ವತಿಯಿಂದ ನ.20 ಗುರುವಾರ ತಾಲ್ಲೂಕು ಮಟ್ಟದ ಮಕ್ಕಳ ಕನ್ನಡ ಸಾಹಿತ್ಯ ಸಮ್ಮೇಳನವನ್ನು ಆಯೋಜಿಸಲಾಗಿದೆ ಎಂದು ಕಸಾಪ ಜಿಲ್ಲಾ ಅಧ್ಯಕ್ಷರು ತಿಳಿಸಿದರು. ನಗರದ ಸರ್ಕಾರಿ ಪ್ರೌಢಶಾಲೆಯ ಆವರಣದಲ್ಲಿ ಬೆಳಿಗ್ಗೆ 10 ಗಂಟೆಗೆ ಸಮ್ಮೇಳನ ಆರಂಭವಾಗಲಿದ್ದು, ಮಕ್ಕಳ ಸಾಹಿತ್ಯ, ಕವಿಗೋಷ್ಠಿ, ಚರ್ಚಾಸ್ಪರ್ಧೆ ಸೇರಿದಂತೆ ವಿವಿಧ ಕಾರ್ಯಕ್ರಮಗಳು ನಡೆಯಲಿವೆ ಎಂದು ಅವರು ಮಾಹಿತಿ ನೀಡಿದರು. ಶಾಲಾ ಮಕ್ಕಳು ಹೆಚ್ಚಿನ ಸಂಖ್ಯೆಯಲ್ಲಿ ಭಾಗವಹಿಸಿ ಕಾರ್ಯಕ್ರಮವನ್ನು ಯಶಸ್ವಿಗೊಳಿಸಬೇಕು ಎಂದು ಅವರು ಮನವಿ ಮಾಡಿದ್ದಾರೆ. ಕಾರ್ಯಕ್ರಮದಲ್ಲಿ ಮಧ್ಯಾಹ್ನ 12 ಕ್ಕೆ ವಿಶೇಷ ಗೋಷ್ಠಿಯಲ್ಲಿ ಮಕ್ಕಳಿಗೆ ಬಹುಮಾನ ವಿತರಣೆ ಕಾರ್ಯಕ್ರಮ ನಡೆಯಲಿದೆ.	[1226, 78, 1524, 286]
scholarship-story: ವಿದ್ಯಾರ್ಥಿ ವೇತನ ಸೌಲಭ್ಯಕ್ಕಾಗಿ ಆನ್‌ಲೈನ್ ಅರ್ಜಿ ಸಲ್ಲಿಸುವ ಅವಧಿ ವಿಸ್ತರಣೆ ತುಮಕೂರು: ಜಿಲ್ಲೆಯ ಎಲ್ಲಾ ಮೆಟ್ರಿಕ್ ನಂತರದ ವ್ಯಾಸಂಗ ಮಾಡುತ್ತಿರುವ ಹಿಂದುಳಿದ ವರ್ಗಗಳ ವಿದ್ಯಾರ್ಥಿಗಳಿಗೆ ವಿದ್ಯಾರ್ಥಿ ವೇತನ ಸೌಲಭ್ಯಕ್ಕಾಗಿ ಆನ್‌ಲೈನ್ ಮೂಲಕ ಅರ್ಜಿ ಸಲ್ಲಿಸಲು ಅವಧಿಯನ್ನು ವಿಸ್ತರಿಸಲಾಗಿದೆ. ಅಲ್ಪಸಂಖ್ಯಾತ ವಿದ್ಯಾರ್ಥಿಗಳ ವಿದ್ಯಾರ್ಥಿ ವೇತನಕ್ಕೆ ಅರ್ಜಿ ಸಲ್ಲಿಸಲು ನವೆಂಬರ್ 25ರವರೆಗೆ ವಿಸ್ತರಿಸಲಾಗಿದೆ ಎಂದು ತುಮಕೂರು ಜಿಲ್ಲಾ ಹಿಂದುಳಿದ ವರ್ಗಗಳ ಕಲ್ಯಾಣಾಧಿಕಾರಿ ತಿಳಿಸಿದ್ದಾರೆ. ಈ ಸಂಬಂಧವಾಗಿ ಅರ್ಜಿ ವಿದ್ಯಾರ್ಥಿಗಳ ಜಾಲತಾಣ https://ssp.postmatric.karnataka.gov.in ಮೂಲಕ ನವೆಂಬರ್ 25ರೊಳಗಾಗಿ ಅರ್ಜಿ ಸಲ್ಲಿಸಬಹುದಾಗಿದೆ. ಅಂಗವಿಕಲ, ಸರ್ಕಾರೇತರ ವಿದ್ಯಾರ್ಥಿಗಳು https://bcwd.karnataka.gov.in ಅನ್ನು ಸಂಪರ್ಕಿಸಬಹುದಾಗಿದೆ. ಹೆಚ್ಚಿನ ಮಾಹಿತಿಗಾಗಿ ದೂರವಾಣಿ ಸಂಖ್ಯೆ: 8050770005 ಅಥವಾ ಇಮೇಲ್: bcwdhelpline@gmail.com ಅಥವಾ ರಾಜ್ಯ ವಿದ್ಯಾರ್ಥಿ ವೇತನ ಇಮೇಲ್: Postmatrichelp@karnataka.gov.in ಅಥವಾ ದೂರವಾಣಿ ಸಂಖ್ಯೆ: 1902ನ್ನು ಸಂಪರ್ಕಿಸಬಹುದಾಗಿದೆ.	[19, 749, 311, 1047]
lecturer-heading: ವಾಣಿಜ್ಯಶಾಸ್ತ್ರ ಉಪನ್ಯಾಸಕರ ಹುದ್ದೆ ಮಂಜೂರು ಮಾಡಿ	[553, 911, 971, 940]
divider	[19, 1456, 1524, 1458]
right-second-heading: ನ.19, 20ರಂದು ಅಂತರ್‌ದಳ ವಾರ್ಷಿಕ ಕ್ರೀಡಾಕೂಟ	[1253, 307, 1497, 356]
lecturer-story	[326, 911, 1198, 1089]
right-third-heading: ಇಂದು ವಿಕಲಚೇತನರ ಜೀವನೋಪಾಯ ಕಾರ್ಯಕ್ರಮ	[1253, 487, 1497, 536]
constitution-heading: ನ.22 ರಿಂದ ಮನ–ಮನೆಗೂ ಸಂವಿಧಾನ ಕಾರ್ಯಕ್ರಮ	[481, 1465, 1062, 1505]
lead-col-2-3	[317, 154, 901, 551]
divider	[19, 146, 1198, 148]
lead-col-4: ಅದರ ತಂದೆ ಮೆಕ್ಕಾದಲ್ಲಿ ಒಬ್ಬ ದೊಡ್ಡ ವಿದ್ವಾಂಸರು ಹಿಸ್ಲಾಮಿ ಅವರು ಮೌಲಾನಾ ಆಜಾದ್ ಎಂದೇ ಪ್ರಸಿದ್ಧಿ ಗಳಿಸಿದರು. ಕಟ್ಟಾಳ್ಳ ಬಂದ ತಮ್ಮ ತಂದೆಯವರನ್ನು ಅವರ ವಿಚಾರ ಮಾಧಿಷೋಕಿ ಮಾಡಿ ಸಾಮಾಜಿಕ ಸಂಪ್ರದಾಯ ವಿಷಯದಲ್ಲಿ ವಿರೋಧಿಸಿದರು. ಈ ಸಂದರ್ಭದಲ್ಲಿ ಅಖಿಲ ಭಾರತ ದಲಿತ ಶ್ರಮಿಕ ಸಮಿತಿ ಜಿಲ್ಲಾ ಉಪಾಧ್ಯಕ್ಷರು ಪ್ರಧಾನ ಕಾರ್ಯದರ್ಶಿ ಖಜಾಂಚಿ ಸೇರಿದಂತೆ ಹಲವರು ಹಾಜರಿದ್ದರು. ದಾ. ಎ.ಪಿ.ಜೆ ಅಬ್ದುಲ್ ಕಲಾಂ ಫೌಂಡೇಶನ್ ಸ್ಥಾಪಕಾಧ್ಯಕ್ಷರು ನಿಸಾರ್ ಅಹ್ಮದ್, ನಿರ್ದೇಶಕರು ಮಾಧುಕುಮಾರ್ ಅವರು ಉಪಸ್ಥಿತರಿದ್ದರು. ಗೊಂದಲದ ರವರೆ ಕೆ. ಹಿರಿಯ ಮುಖಂಡರು ಅಖಿಲ ಭಾರತ ದಲಿತ ಶ್ರಮಿಕ ಸಮಿತಿಯ ಯುವ ಘಟಕ ಜಿಲ್ಲಾ ಅಧ್ಯಕ್ಷರಾದ ಪ್ರದೀಪಕ್ಕೆ ಮುಖ್ಯ ಆಮಂತ್ರಣಗಳ ವ್ಯಾಪಾರಿಗಳ ಸಂಘದ ಕಾರ್ಯಾಧ್ಯಕ್ಷ ಸೇರಿದಂತೆ ಹಲವರು ಭಾಗವಹಿಸಿದ್ದರು.	[914, 155, 1199, 316]
lecturer-photo-col	[621, 948, 903, 1088]
workshop-heading: 21ರಂದು ಕಾರ್ಯಾಗಾರ	[91, 1066, 240, 1090]
right-rail	[1213, 72, 1524, 1447]
constitution-photo	[414, 1522, 1198, 1696]
constitution-col-1: ತುಮಕೂರು: ಪ್ರೌಢಶಾ ಸಂಘಟನೆಗಳ ಒಕ್ಕೂಟ ಹಾಗೂ ಜಿಲ್ಲಾ ಆಡಳಿತ ಕರ್ನಾಟಕ ಮತ್ತು ಸಂವಿಧಾನ ಶ್ರೇಷ್ಠ ಬಳಗ ಸಂಯುಕ್ತಾಶ್ರಯದಲ್ಲಿ ಅಂಗವಾಗಿ ನ.22 ರಿಂದ 26ರವರೆಗೆ ಮನ–ಮನೆಗೂ ಸಂವಿಧಾನ ಕಾರ್ಯಕ್ರಮ ಆಯೋಜಿಸಲಾಗಿದೆ. ನ.22 ರಂದು ಬೆಳಿಗ್ಗೆ 10.30ಕ್ಕೆ ಆರ್.ಟಿ.ನಗರದ ಮಹಾಸಭಾ ರಂಗದಲ್ಲಿ ಕಲಾಮಹಾವಿದ್ಯಾಲಯದಲ್ಲಿ ಚಾಲನಾ ಕಾರ್ಯಕ್ರಮ ಹಮ್ಮಿಕೊಳ್ಳಲಾಗಿದೆ. ನ.23 ರಂದು ಶ್ರೀರಂಗ ಬಸ್ತಿ ಸರ್ಕಾರಿ ಶಾಲೆಯಲ್ಲಿ, ನ.24 ರಂದು ಹುಳಿಯಾರು ಸಮೀಪದ ಸರ್ಕಾರಿ ಕಾಲೇಜಿನಲ್ಲಿ ಹಾಗೂ ನ.25 ರಂದು ಗುಬ್ಬಿ ತಾಲ್ಲೂಕಿನಲ್ಲಿ ಕಾರ್ಯಕ್ರಮ ನಡೆಯಲಿದೆ.	[19, 1522, 401, 1624]
